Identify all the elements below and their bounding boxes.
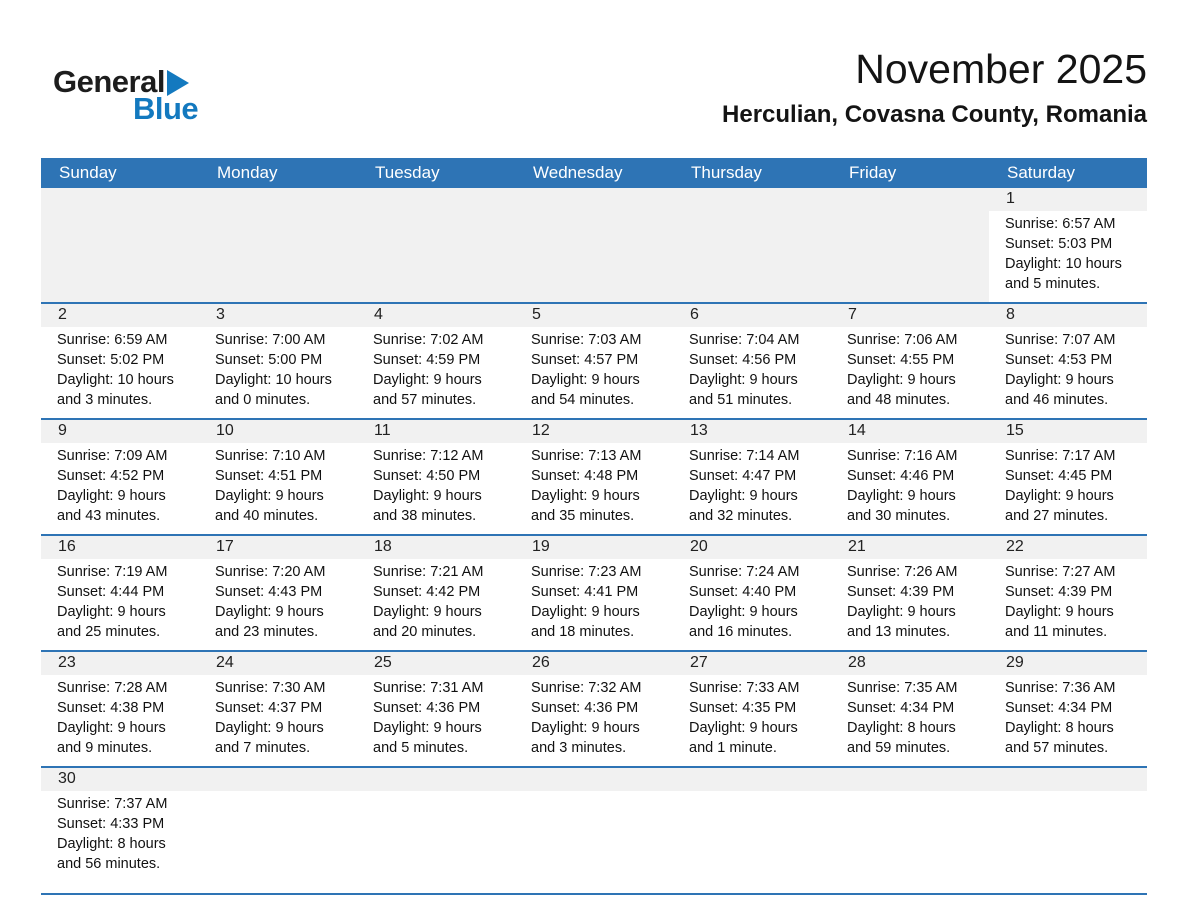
calendar-day-cell: [357, 536, 515, 650]
sunset-text: Sunset: 4:57 PM: [531, 352, 639, 368]
daylight-text: Daylight: 9 hours and 54 minutes.: [531, 372, 640, 408]
calendar-day-cell: [41, 420, 199, 534]
day-number-strip: [831, 536, 989, 559]
sunset-text: Sunset: 5:02 PM: [57, 352, 165, 368]
sunset-text: Sunset: 5:00 PM: [215, 352, 323, 368]
calendar-day-cell: [41, 768, 199, 893]
calendar-day-cell: [673, 652, 831, 766]
calendar-grid: [41, 188, 1147, 895]
weekday-header-row: [41, 158, 1147, 188]
empty-day-cell: [673, 188, 831, 302]
day-number-strip: [199, 768, 357, 791]
day-number-strip: [831, 304, 989, 327]
calendar-day-cell: [989, 304, 1147, 418]
day-number-strip: [989, 420, 1147, 443]
sunset-text: Sunset: 5:03 PM: [1005, 236, 1113, 252]
calendar-day-cell: [515, 536, 673, 650]
day-number: 29: [1006, 654, 1024, 671]
calendar-day-cell: [831, 536, 989, 650]
calendar-day-cell: [357, 420, 515, 534]
day-number: 15: [1006, 422, 1024, 439]
day-number-strip: [989, 188, 1147, 211]
day-number-strip: [199, 536, 357, 559]
empty-day-cell: [831, 188, 989, 302]
sunset-text: Sunset: 4:39 PM: [1005, 584, 1113, 600]
sunrise-text: Sunrise: 7:13 AM: [531, 448, 642, 464]
sunrise-text: Sunrise: 7:03 AM: [531, 332, 642, 348]
calendar-day-cell: [515, 304, 673, 418]
daylight-text: Daylight: 9 hours and 32 minutes.: [689, 488, 798, 524]
daylight-text: Daylight: 9 hours and 27 minutes.: [1005, 488, 1114, 524]
daylight-text: Daylight: 10 hours and 3 minutes.: [57, 372, 174, 408]
day-details: [199, 327, 357, 418]
day-number-strip: [673, 188, 831, 211]
day-details: [673, 327, 831, 418]
day-number-strip: [515, 304, 673, 327]
calendar-day-cell: [673, 420, 831, 534]
sunrise-text: Sunrise: 7:35 AM: [847, 680, 958, 696]
day-number: 21: [848, 538, 866, 555]
sunrise-text: Sunrise: 7:28 AM: [57, 680, 168, 696]
sunrise-text: Sunrise: 6:57 AM: [1005, 216, 1116, 232]
sunset-text: Sunset: 4:35 PM: [689, 700, 797, 716]
day-details: [989, 559, 1147, 650]
weekday-header-monday: Monday: [217, 163, 278, 182]
day-number-strip: [199, 652, 357, 675]
day-details: [515, 559, 673, 650]
sunset-text: Sunset: 4:45 PM: [1005, 468, 1113, 484]
day-number-strip: [357, 536, 515, 559]
day-number-strip: [515, 420, 673, 443]
sunrise-text: Sunrise: 7:21 AM: [373, 564, 484, 580]
sunset-text: Sunset: 4:34 PM: [847, 700, 955, 716]
logo-text-blue: Blue: [133, 91, 199, 126]
calendar-day-cell: [989, 536, 1147, 650]
sunset-text: Sunset: 4:47 PM: [689, 468, 797, 484]
day-number-strip: [831, 768, 989, 791]
sunrise-text: Sunrise: 7:06 AM: [847, 332, 958, 348]
sunset-text: Sunset: 4:37 PM: [215, 700, 323, 716]
calendar-day-cell: [199, 420, 357, 534]
sunrise-text: Sunrise: 7:07 AM: [1005, 332, 1116, 348]
day-number-strip: [357, 188, 515, 211]
daylight-text: Daylight: 9 hours and 16 minutes.: [689, 604, 798, 640]
day-details: [989, 211, 1147, 302]
daylight-text: Daylight: 10 hours and 5 minutes.: [1005, 256, 1122, 292]
sunrise-text: Sunrise: 7:30 AM: [215, 680, 326, 696]
day-details: [515, 675, 673, 766]
day-details: [989, 327, 1147, 418]
sunset-text: Sunset: 4:46 PM: [847, 468, 955, 484]
daylight-text: Daylight: 9 hours and 43 minutes.: [57, 488, 166, 524]
sunrise-text: Sunrise: 7:23 AM: [531, 564, 642, 580]
day-number: 26: [532, 654, 550, 671]
day-number: 13: [690, 422, 708, 439]
day-details: [357, 443, 515, 534]
calendar-day-cell: [831, 420, 989, 534]
day-details: [41, 559, 199, 650]
daylight-text: Daylight: 9 hours and 38 minutes.: [373, 488, 482, 524]
day-number-strip: [673, 304, 831, 327]
empty-day-cell: [515, 768, 673, 893]
day-details: [989, 443, 1147, 534]
sunrise-text: Sunrise: 7:17 AM: [1005, 448, 1116, 464]
sunrise-text: Sunrise: 7:27 AM: [1005, 564, 1116, 580]
day-details: [41, 675, 199, 766]
daylight-text: Daylight: 9 hours and 48 minutes.: [847, 372, 956, 408]
day-number-strip: [357, 304, 515, 327]
daylight-text: Daylight: 9 hours and 23 minutes.: [215, 604, 324, 640]
weekday-header-friday: Friday: [849, 163, 897, 182]
day-number: 8: [1006, 306, 1015, 323]
week-row: [41, 652, 1147, 768]
calendar-day-cell: [41, 652, 199, 766]
calendar-day-cell: [831, 304, 989, 418]
sunset-text: Sunset: 4:55 PM: [847, 352, 955, 368]
sunset-text: Sunset: 4:42 PM: [373, 584, 481, 600]
daylight-text: Daylight: 9 hours and 51 minutes.: [689, 372, 798, 408]
sunrise-text: Sunrise: 7:09 AM: [57, 448, 168, 464]
day-number-strip: [357, 652, 515, 675]
sunset-text: Sunset: 4:43 PM: [215, 584, 323, 600]
day-details: [831, 443, 989, 534]
week-row: [41, 188, 1147, 304]
day-number-strip: [515, 536, 673, 559]
day-number: 25: [374, 654, 392, 671]
day-details: [199, 443, 357, 534]
day-number: 18: [374, 538, 392, 555]
daylight-text: Daylight: 9 hours and 25 minutes.: [57, 604, 166, 640]
sunrise-text: Sunrise: 7:33 AM: [689, 680, 800, 696]
day-details: [357, 675, 515, 766]
daylight-text: Daylight: 9 hours and 3 minutes.: [531, 720, 640, 756]
daylight-text: Daylight: 9 hours and 11 minutes.: [1005, 604, 1114, 640]
sunset-text: Sunset: 4:36 PM: [373, 700, 481, 716]
calendar-day-cell: [831, 652, 989, 766]
daylight-text: Daylight: 9 hours and 1 minute.: [689, 720, 798, 756]
sunrise-text: Sunrise: 6:59 AM: [57, 332, 168, 348]
day-number-strip: [515, 652, 673, 675]
day-number-strip: [831, 420, 989, 443]
day-number-strip: [673, 536, 831, 559]
daylight-text: Daylight: 9 hours and 40 minutes.: [215, 488, 324, 524]
daylight-text: Daylight: 9 hours and 30 minutes.: [847, 488, 956, 524]
calendar-day-cell: [357, 652, 515, 766]
day-number-strip: [673, 652, 831, 675]
weekday-header-thursday: Thursday: [691, 163, 762, 182]
general-blue-logo: [53, 46, 198, 124]
empty-day-cell: [199, 188, 357, 302]
day-number: 12: [532, 422, 550, 439]
daylight-text: Daylight: 8 hours and 59 minutes.: [847, 720, 956, 756]
sunrise-text: Sunrise: 7:26 AM: [847, 564, 958, 580]
day-number: 28: [848, 654, 866, 671]
daylight-text: Daylight: 9 hours and 9 minutes.: [57, 720, 166, 756]
day-number: 9: [58, 422, 67, 439]
week-row: [41, 768, 1147, 895]
sunset-text: Sunset: 4:51 PM: [215, 468, 323, 484]
week-row: [41, 420, 1147, 536]
day-details: [989, 675, 1147, 766]
calendar-day-cell: [989, 188, 1147, 302]
weekday-header-tuesday: Tuesday: [375, 163, 440, 182]
sunrise-text: Sunrise: 7:20 AM: [215, 564, 326, 580]
calendar-day-cell: [989, 652, 1147, 766]
day-details: [831, 327, 989, 418]
day-number: 6: [690, 306, 699, 323]
day-number-strip: [831, 188, 989, 211]
day-number: 17: [216, 538, 234, 555]
day-number: 11: [374, 422, 391, 439]
day-number-strip: [673, 768, 831, 791]
weekday-header-saturday: Saturday: [1007, 163, 1076, 182]
calendar-day-cell: [41, 536, 199, 650]
day-number-strip: [41, 304, 199, 327]
day-number-strip: [673, 420, 831, 443]
calendar-day-cell: [199, 536, 357, 650]
sunrise-text: Sunrise: 7:04 AM: [689, 332, 800, 348]
day-details: [41, 791, 199, 882]
empty-day-cell: [673, 768, 831, 893]
day-number-strip: [41, 420, 199, 443]
week-row: [41, 536, 1147, 652]
sunset-text: Sunset: 4:59 PM: [373, 352, 481, 368]
calendar-day-cell: [673, 304, 831, 418]
sunrise-text: Sunrise: 7:19 AM: [57, 564, 168, 580]
day-number: 24: [216, 654, 234, 671]
day-number: 22: [1006, 538, 1024, 555]
calendar-table: [41, 158, 1147, 895]
sunset-text: Sunset: 4:50 PM: [373, 468, 481, 484]
day-number: 30: [58, 770, 76, 787]
day-number-strip: [357, 768, 515, 791]
sunrise-text: Sunrise: 7:32 AM: [531, 680, 642, 696]
day-number-strip: [989, 536, 1147, 559]
day-number-strip: [41, 188, 199, 211]
sunset-text: Sunset: 4:36 PM: [531, 700, 639, 716]
day-number-strip: [357, 420, 515, 443]
calendar-day-cell: [673, 536, 831, 650]
sunset-text: Sunset: 4:41 PM: [531, 584, 639, 600]
day-number: 20: [690, 538, 708, 555]
empty-day-cell: [989, 768, 1147, 893]
calendar-day-cell: [515, 652, 673, 766]
sunrise-text: Sunrise: 7:12 AM: [373, 448, 484, 464]
day-number: 5: [532, 306, 541, 323]
day-number-strip: [199, 420, 357, 443]
sunrise-text: Sunrise: 7:02 AM: [373, 332, 484, 348]
day-details: [199, 675, 357, 766]
day-number: 2: [58, 306, 67, 323]
sunset-text: Sunset: 4:33 PM: [57, 816, 165, 832]
sunset-text: Sunset: 4:52 PM: [57, 468, 165, 484]
day-number: 19: [532, 538, 550, 555]
sunset-text: Sunset: 4:48 PM: [531, 468, 639, 484]
daylight-text: Daylight: 9 hours and 57 minutes.: [373, 372, 482, 408]
logo-text-general: General: [53, 64, 165, 99]
day-details: [357, 559, 515, 650]
sunrise-text: Sunrise: 7:24 AM: [689, 564, 800, 580]
day-number: 16: [58, 538, 76, 555]
sunset-text: Sunset: 4:40 PM: [689, 584, 797, 600]
sunrise-text: Sunrise: 7:14 AM: [689, 448, 800, 464]
day-details: [673, 443, 831, 534]
day-number: 10: [216, 422, 234, 439]
empty-day-cell: [357, 188, 515, 302]
day-number-strip: [41, 536, 199, 559]
weekday-header-wednesday: Wednesday: [533, 163, 623, 182]
day-details: [673, 675, 831, 766]
day-number: 23: [58, 654, 76, 671]
day-details: [515, 443, 673, 534]
day-number-strip: [989, 304, 1147, 327]
empty-day-cell: [357, 768, 515, 893]
day-details: [831, 675, 989, 766]
month-title: November 2025: [855, 46, 1147, 92]
day-number-strip: [199, 188, 357, 211]
sunrise-text: Sunrise: 7:10 AM: [215, 448, 326, 464]
empty-day-cell: [831, 768, 989, 893]
day-number: 7: [848, 306, 857, 323]
sunset-text: Sunset: 4:34 PM: [1005, 700, 1113, 716]
daylight-text: Daylight: 9 hours and 20 minutes.: [373, 604, 482, 640]
weekday-header-sunday: Sunday: [59, 163, 117, 182]
day-details: [515, 327, 673, 418]
daylight-text: Daylight: 9 hours and 7 minutes.: [215, 720, 324, 756]
day-number-strip: [989, 768, 1147, 791]
empty-day-cell: [41, 188, 199, 302]
day-details: [357, 327, 515, 418]
day-number: 3: [216, 306, 225, 323]
day-details: [673, 559, 831, 650]
daylight-text: Daylight: 9 hours and 46 minutes.: [1005, 372, 1114, 408]
day-number-strip: [199, 304, 357, 327]
sunset-text: Sunset: 4:44 PM: [57, 584, 165, 600]
day-details: [831, 559, 989, 650]
sunrise-text: Sunrise: 7:16 AM: [847, 448, 958, 464]
empty-day-cell: [199, 768, 357, 893]
page-header: [0, 0, 1188, 158]
day-number-strip: [515, 768, 673, 791]
daylight-text: Daylight: 9 hours and 13 minutes.: [847, 604, 956, 640]
sunset-text: Sunset: 4:53 PM: [1005, 352, 1113, 368]
day-number: 14: [848, 422, 866, 439]
day-number-strip: [41, 768, 199, 791]
sunrise-text: Sunrise: 7:37 AM: [57, 796, 168, 812]
daylight-text: Daylight: 9 hours and 35 minutes.: [531, 488, 640, 524]
calendar-day-cell: [41, 304, 199, 418]
sunrise-text: Sunrise: 7:31 AM: [373, 680, 484, 696]
day-details: [41, 327, 199, 418]
title-block: [722, 46, 1147, 129]
day-details: [199, 559, 357, 650]
day-number-strip: [989, 652, 1147, 675]
sunset-text: Sunset: 4:39 PM: [847, 584, 955, 600]
day-number-strip: [831, 652, 989, 675]
calendar-day-cell: [199, 652, 357, 766]
day-number: 1: [1006, 190, 1015, 207]
sunrise-text: Sunrise: 7:36 AM: [1005, 680, 1116, 696]
daylight-text: Daylight: 9 hours and 5 minutes.: [373, 720, 482, 756]
day-number-strip: [515, 188, 673, 211]
calendar-day-cell: [989, 420, 1147, 534]
day-number: 27: [690, 654, 708, 671]
week-row: [41, 304, 1147, 420]
sunset-text: Sunset: 4:38 PM: [57, 700, 165, 716]
daylight-text: Daylight: 8 hours and 56 minutes.: [57, 836, 166, 872]
calendar-day-cell: [515, 420, 673, 534]
calendar-day-cell: [199, 304, 357, 418]
day-number: 4: [374, 306, 383, 323]
daylight-text: Daylight: 10 hours and 0 minutes.: [215, 372, 332, 408]
daylight-text: Daylight: 9 hours and 18 minutes.: [531, 604, 640, 640]
day-details: [41, 443, 199, 534]
day-number-strip: [41, 652, 199, 675]
sunset-text: Sunset: 4:56 PM: [689, 352, 797, 368]
calendar-day-cell: [357, 304, 515, 418]
sunrise-text: Sunrise: 7:00 AM: [215, 332, 326, 348]
daylight-text: Daylight: 8 hours and 57 minutes.: [1005, 720, 1114, 756]
location-subtitle: Herculian, Covasna County, Romania: [722, 101, 1147, 129]
empty-day-cell: [515, 188, 673, 302]
